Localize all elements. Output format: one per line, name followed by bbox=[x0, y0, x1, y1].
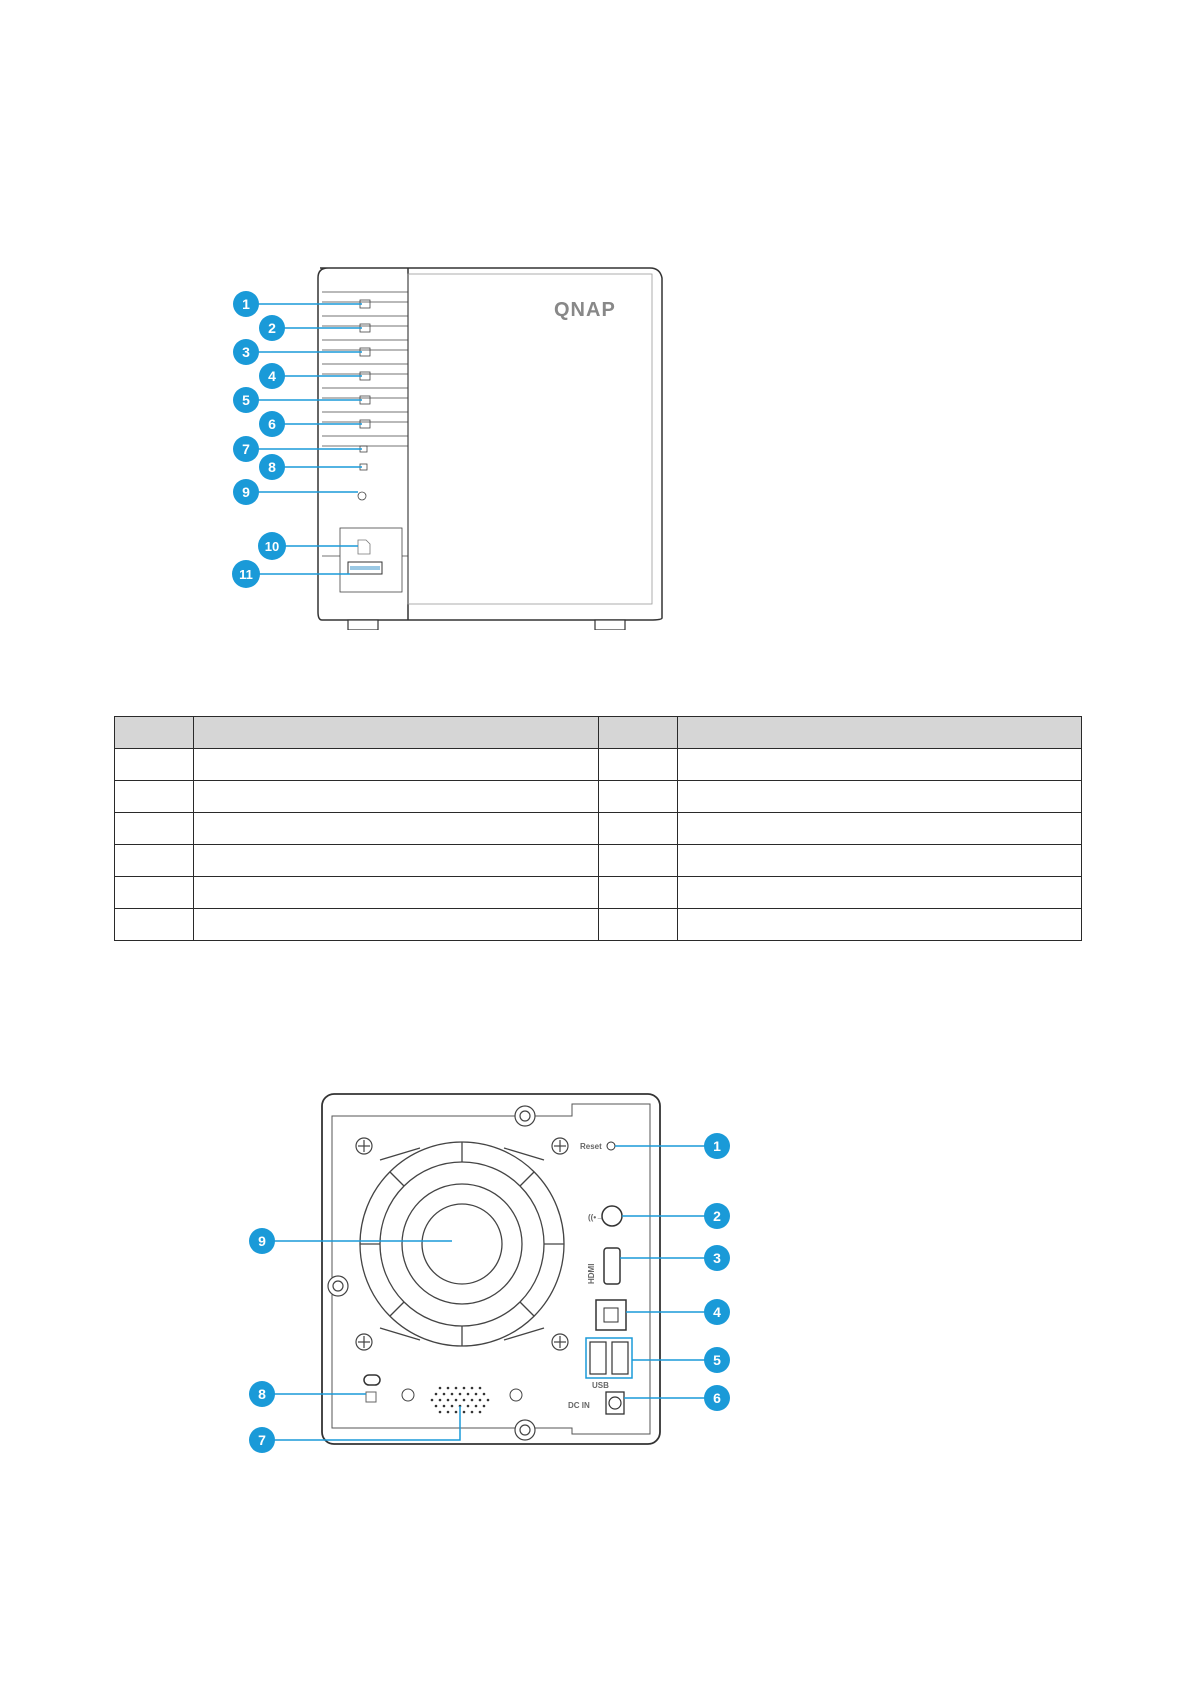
table-row bbox=[115, 781, 1082, 813]
svg-text:11: 11 bbox=[239, 567, 253, 582]
rear-view-diagram bbox=[230, 1088, 760, 1453]
svg-text:9: 9 bbox=[258, 1233, 266, 1249]
reset-label: Reset bbox=[580, 1142, 602, 1151]
svg-text:((•→: ((•→ bbox=[588, 1213, 605, 1222]
table-row bbox=[115, 909, 1082, 941]
table-row bbox=[115, 813, 1082, 845]
ethernet-port bbox=[596, 1300, 626, 1330]
svg-text:3: 3 bbox=[713, 1250, 721, 1266]
svg-text:6: 6 bbox=[268, 416, 276, 432]
table-header-row bbox=[115, 717, 1082, 749]
svg-text:3: 3 bbox=[242, 344, 250, 360]
svg-text:4: 4 bbox=[713, 1304, 721, 1320]
svg-text:5: 5 bbox=[713, 1352, 721, 1368]
svg-text:5: 5 bbox=[242, 392, 250, 408]
svg-text:4: 4 bbox=[268, 368, 276, 384]
header-no-2 bbox=[599, 717, 678, 749]
svg-text:7: 7 bbox=[258, 1432, 266, 1448]
front-view-diagram bbox=[210, 260, 690, 630]
svg-text:1: 1 bbox=[713, 1138, 721, 1154]
hdmi-label: HDMI bbox=[587, 1263, 596, 1284]
usb-label: USB bbox=[592, 1381, 609, 1390]
reset-button bbox=[607, 1142, 615, 1150]
header-component bbox=[194, 717, 599, 749]
hdmi-port bbox=[604, 1248, 620, 1284]
table-row bbox=[115, 749, 1082, 781]
component-table bbox=[114, 716, 1082, 941]
table-row bbox=[115, 845, 1082, 877]
svg-text:9: 9 bbox=[242, 484, 250, 500]
svg-text:8: 8 bbox=[268, 459, 276, 475]
svg-text:2: 2 bbox=[713, 1208, 721, 1224]
header-no bbox=[115, 717, 194, 749]
svg-text:2: 2 bbox=[268, 320, 276, 336]
header-component-2 bbox=[678, 717, 1082, 749]
svg-text:8: 8 bbox=[258, 1386, 266, 1402]
qnap-logo: QNAP bbox=[554, 299, 616, 321]
svg-text:10: 10 bbox=[264, 539, 280, 554]
table-row bbox=[115, 877, 1082, 909]
audio-jack bbox=[602, 1206, 622, 1226]
svg-text:6: 6 bbox=[713, 1390, 721, 1406]
dc-in-label: DC IN bbox=[568, 1401, 590, 1410]
svg-text:7: 7 bbox=[242, 441, 250, 457]
svg-text:1: 1 bbox=[242, 296, 250, 312]
